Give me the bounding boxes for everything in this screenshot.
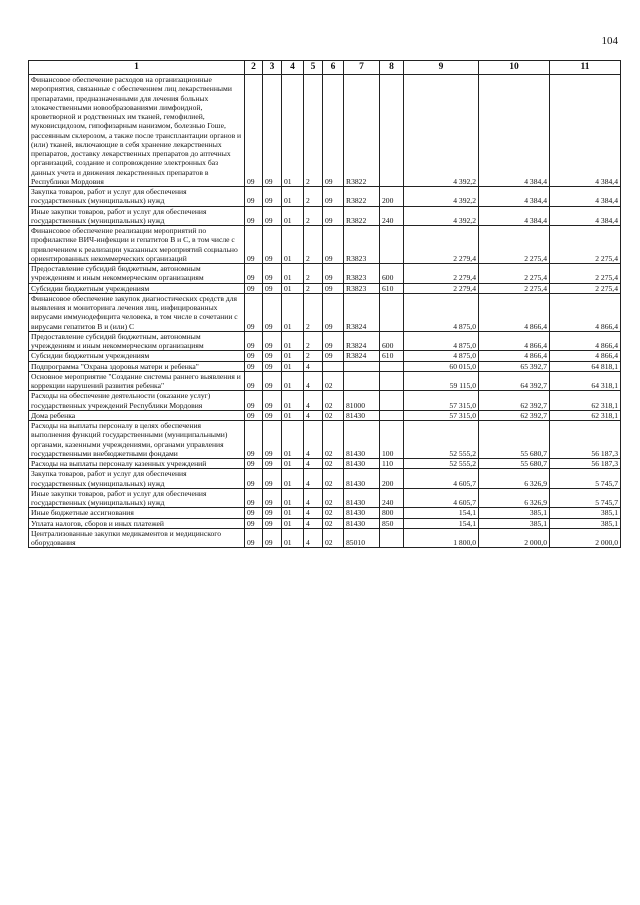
cell-c7: R3824	[344, 331, 380, 351]
cell-c5: 4	[304, 371, 323, 391]
cell-desc: Предоставление субсидий бюджетным, автономным учреждениям и иным некоммерческим организациям	[29, 264, 245, 284]
cell-v9: 4 392,2	[404, 75, 479, 187]
cell-c2: 09	[245, 371, 263, 391]
table-row	[29, 187, 621, 207]
cell-c6: 02	[323, 469, 344, 489]
cell-c5: 4	[304, 459, 323, 469]
cell-v11: 62 318,1	[550, 391, 621, 411]
cell-desc: Расходы на выплаты персоналу казенных учреждений	[29, 459, 245, 469]
cell-c3: 09	[263, 459, 282, 469]
cell-c2: 09	[245, 187, 263, 207]
cell-v9: 59 115,0	[404, 371, 479, 391]
table-row	[29, 518, 621, 528]
cell-c6: 09	[323, 331, 344, 351]
cell-c7: R3823	[344, 264, 380, 284]
cell-c4: 01	[282, 421, 304, 459]
cell-v9: 60 015,0	[404, 361, 479, 371]
cell-c4: 01	[282, 283, 304, 293]
cell-c8: 110	[380, 459, 404, 469]
cell-v9: 4 875,0	[404, 293, 479, 331]
cell-desc: Закупка товаров, работ и услуг для обеспечения государственных (муниципальных) нужд	[29, 187, 245, 207]
cell-v9: 2 279,4	[404, 283, 479, 293]
cell-c3: 09	[263, 283, 282, 293]
cell-v11: 5 745,7	[550, 488, 621, 508]
cell-v11: 56 187,3	[550, 421, 621, 459]
cell-c4: 01	[282, 459, 304, 469]
cell-c5: 4	[304, 361, 323, 371]
cell-v9: 4 392,2	[404, 206, 479, 226]
table-row	[29, 421, 621, 459]
cell-v9: 1 800,0	[404, 528, 479, 548]
cell-c4: 01	[282, 518, 304, 528]
cell-c4: 01	[282, 206, 304, 226]
cell-c4: 01	[282, 488, 304, 508]
cell-v11: 2 000,0	[550, 528, 621, 548]
table-row	[29, 469, 621, 489]
cell-c8: 600	[380, 331, 404, 351]
header-cell: 9	[404, 61, 479, 75]
cell-c5: 2	[304, 206, 323, 226]
cell-c6: 02	[323, 508, 344, 518]
cell-c7	[344, 371, 380, 391]
cell-v10: 2 275,4	[479, 226, 550, 264]
cell-c6: 02	[323, 391, 344, 411]
cell-c3: 09	[263, 226, 282, 264]
cell-v10: 65 392,7	[479, 361, 550, 371]
cell-c8: 610	[380, 283, 404, 293]
cell-c5: 4	[304, 488, 323, 508]
cell-c2: 09	[245, 264, 263, 284]
cell-v9: 4 605,7	[404, 469, 479, 489]
cell-v10: 64 392,7	[479, 371, 550, 391]
cell-c2: 09	[245, 528, 263, 548]
cell-c8: 800	[380, 508, 404, 518]
cell-c3: 09	[263, 469, 282, 489]
cell-v11: 2 275,4	[550, 226, 621, 264]
cell-v9: 154,1	[404, 518, 479, 528]
cell-v10: 2 275,4	[479, 264, 550, 284]
cell-c6: 02	[323, 371, 344, 391]
cell-c6: 09	[323, 226, 344, 264]
cell-c5: 4	[304, 528, 323, 548]
table-row	[29, 361, 621, 371]
header-cell: 5	[304, 61, 323, 75]
cell-desc: Субсидии бюджетным учреждениям	[29, 351, 245, 361]
cell-v11: 2 275,4	[550, 264, 621, 284]
cell-c3: 09	[263, 391, 282, 411]
cell-c6: 09	[323, 264, 344, 284]
cell-c3: 09	[263, 206, 282, 226]
cell-v10: 385,1	[479, 508, 550, 518]
cell-c3: 09	[263, 361, 282, 371]
cell-c2: 09	[245, 331, 263, 351]
table-header-row	[29, 61, 621, 75]
cell-desc: Уплата налогов, сборов и иных платежей	[29, 518, 245, 528]
cell-c8: 200	[380, 469, 404, 489]
table-row	[29, 488, 621, 508]
cell-v10: 4 866,4	[479, 331, 550, 351]
cell-v9: 57 315,0	[404, 391, 479, 411]
cell-c7: 81000	[344, 391, 380, 411]
cell-v9: 2 279,4	[404, 264, 479, 284]
cell-c8: 610	[380, 351, 404, 361]
cell-c5: 2	[304, 187, 323, 207]
table-row	[29, 528, 621, 548]
cell-c8	[380, 293, 404, 331]
cell-c5: 2	[304, 264, 323, 284]
cell-c8	[380, 371, 404, 391]
cell-c2: 09	[245, 206, 263, 226]
cell-c5: 4	[304, 508, 323, 518]
cell-desc: Иные бюджетные ассигнования	[29, 508, 245, 518]
cell-c2: 09	[245, 361, 263, 371]
cell-c7	[344, 361, 380, 371]
header-cell: 6	[323, 61, 344, 75]
cell-v9: 52 555,2	[404, 459, 479, 469]
cell-c5: 4	[304, 469, 323, 489]
cell-desc: Закупка товаров, работ и услуг для обеспечения государственных (муниципальных) нужд	[29, 469, 245, 489]
cell-c7: R3823	[344, 226, 380, 264]
cell-c7: R3822	[344, 75, 380, 187]
cell-c5: 2	[304, 331, 323, 351]
header-cell: 3	[263, 61, 282, 75]
cell-v10: 6 326,9	[479, 488, 550, 508]
cell-v9: 4 392,2	[404, 187, 479, 207]
cell-v10: 6 326,9	[479, 469, 550, 489]
cell-c7: R3824	[344, 293, 380, 331]
cell-c5: 2	[304, 283, 323, 293]
table-row	[29, 264, 621, 284]
cell-c6: 02	[323, 421, 344, 459]
cell-c8: 100	[380, 421, 404, 459]
cell-c7: 81430	[344, 459, 380, 469]
cell-c4: 01	[282, 187, 304, 207]
cell-v9: 154,1	[404, 508, 479, 518]
cell-c2: 09	[245, 410, 263, 420]
cell-v11: 4 866,4	[550, 351, 621, 361]
cell-c2: 09	[245, 421, 263, 459]
cell-c6: 02	[323, 459, 344, 469]
cell-v10: 4 384,4	[479, 187, 550, 207]
cell-c8: 600	[380, 264, 404, 284]
cell-c4: 01	[282, 331, 304, 351]
cell-c3: 09	[263, 528, 282, 548]
cell-c6: 02	[323, 410, 344, 420]
table-row	[29, 351, 621, 361]
cell-v11: 64 318,1	[550, 371, 621, 391]
cell-v10: 4 384,4	[479, 75, 550, 187]
cell-c8: 240	[380, 488, 404, 508]
cell-v11: 4 384,4	[550, 75, 621, 187]
cell-v11: 385,1	[550, 508, 621, 518]
cell-c3: 09	[263, 518, 282, 528]
cell-c6: 09	[323, 293, 344, 331]
cell-c7: R3823	[344, 283, 380, 293]
cell-v10: 55 680,7	[479, 421, 550, 459]
cell-c6: 09	[323, 187, 344, 207]
cell-c4: 01	[282, 410, 304, 420]
cell-v9: 4 875,0	[404, 351, 479, 361]
table-row	[29, 206, 621, 226]
cell-c2: 09	[245, 75, 263, 187]
cell-c4: 01	[282, 528, 304, 548]
cell-c3: 09	[263, 508, 282, 518]
cell-v11: 4 384,4	[550, 206, 621, 226]
header-cell: 2	[245, 61, 263, 75]
cell-desc: Финансовое обеспечение закупок диагностических средств для выявления и мониторинга лечения лиц, инфицированных вирусами иммунодефицита человека, в том числе в сочетании с вирусами гепатитов В и (или) С	[29, 293, 245, 331]
cell-desc: Расходы на выплаты персоналу в целях обеспечения выполнения функций государственными (муниципальными) органами, казенными учреждениями, органами управления государственными внебюджетными фондами	[29, 421, 245, 459]
cell-v11: 56 187,3	[550, 459, 621, 469]
cell-v11: 64 818,1	[550, 361, 621, 371]
cell-desc: Основное мероприятие "Создание системы раннего выявления и коррекции нарушений развития ребенка"	[29, 371, 245, 391]
cell-v10: 385,1	[479, 518, 550, 528]
cell-c6: 02	[323, 488, 344, 508]
header-cell: 4	[282, 61, 304, 75]
cell-c2: 09	[245, 293, 263, 331]
cell-c3: 09	[263, 351, 282, 361]
table-row	[29, 226, 621, 264]
cell-v11: 62 318,1	[550, 410, 621, 420]
cell-v9: 4 605,7	[404, 488, 479, 508]
cell-c8: 850	[380, 518, 404, 528]
cell-v11: 385,1	[550, 518, 621, 528]
cell-v11: 4 866,4	[550, 331, 621, 351]
cell-c4: 01	[282, 508, 304, 518]
cell-c3: 09	[263, 371, 282, 391]
cell-c2: 09	[245, 469, 263, 489]
cell-c2: 09	[245, 508, 263, 518]
budget-table	[28, 60, 621, 548]
cell-c5: 2	[304, 293, 323, 331]
cell-c5: 4	[304, 410, 323, 420]
cell-desc: Финансовое обеспечение расходов на организационные мероприятия, связанные с обеспечением лиц лекарственными препаратами, предназначенными для лечения больных злокачественными новообразованиями лимфоидной, кроветворной и родственных им тканей, гемофилией, муковисцидозом, гипофизарным нанизмом, болезнью Гоше, рассеянным склерозом, а также после трансплантации органов и (или) тканей, включающие в себя хранение лекарственных препаратов, доставку лекарственных препаратов до аптечных организаций, создание и сопровождение электронных баз данных учета и движения лекарственных препаратов в Республики Мордовия	[29, 75, 245, 187]
cell-c5: 4	[304, 391, 323, 411]
cell-c6: 09	[323, 283, 344, 293]
cell-c2: 09	[245, 351, 263, 361]
cell-desc: Иные закупки товаров, работ и услуг для обеспечения государственных (муниципальных) нужд	[29, 488, 245, 508]
cell-c3: 09	[263, 331, 282, 351]
cell-c8: 200	[380, 187, 404, 207]
header-cell: 7	[344, 61, 380, 75]
cell-v11: 5 745,7	[550, 469, 621, 489]
cell-c2: 09	[245, 459, 263, 469]
cell-desc: Субсидии бюджетным учреждениям	[29, 283, 245, 293]
cell-v10: 4 384,4	[479, 206, 550, 226]
cell-v10: 55 680,7	[479, 459, 550, 469]
cell-c5: 2	[304, 226, 323, 264]
cell-c6: 02	[323, 518, 344, 528]
cell-desc: Подпрограмма "Охрана здоровья матери и ребенка"	[29, 361, 245, 371]
table-row	[29, 293, 621, 331]
cell-c3: 09	[263, 488, 282, 508]
cell-v10: 2 275,4	[479, 283, 550, 293]
cell-c3: 09	[263, 75, 282, 187]
cell-c4: 01	[282, 226, 304, 264]
cell-c8	[380, 75, 404, 187]
cell-c4: 01	[282, 75, 304, 187]
cell-c4: 01	[282, 264, 304, 284]
cell-c7: 81430	[344, 410, 380, 420]
cell-c2: 09	[245, 226, 263, 264]
cell-c7: 81430	[344, 421, 380, 459]
cell-c6: 09	[323, 75, 344, 187]
cell-c7: 81430	[344, 518, 380, 528]
cell-c7: R3822	[344, 206, 380, 226]
table-row	[29, 75, 621, 187]
cell-desc: Финансовое обеспечение реализации мероприятий по профилактике ВИЧ-инфекции и гепатитов В и С, в том числе с привлечением к реализации указанных мероприятий социально ориентированных некоммерческих организаций	[29, 226, 245, 264]
table-row	[29, 371, 621, 391]
cell-v10: 4 866,4	[479, 293, 550, 331]
table-row	[29, 508, 621, 518]
cell-v10: 62 392,7	[479, 410, 550, 420]
cell-c7: 81430	[344, 469, 380, 489]
cell-c3: 09	[263, 421, 282, 459]
page-number: 104	[601, 35, 618, 47]
cell-c8	[380, 226, 404, 264]
cell-c4: 01	[282, 361, 304, 371]
header-cell: 1	[29, 61, 245, 75]
cell-c8	[380, 391, 404, 411]
cell-v11: 4 866,4	[550, 293, 621, 331]
cell-c4: 01	[282, 293, 304, 331]
cell-c5: 2	[304, 75, 323, 187]
cell-desc: Централизованные закупки медикаментов и медицинского оборудования	[29, 528, 245, 548]
cell-c4: 01	[282, 371, 304, 391]
cell-c2: 09	[245, 283, 263, 293]
cell-c3: 09	[263, 293, 282, 331]
header-cell: 8	[380, 61, 404, 75]
cell-c3: 09	[263, 187, 282, 207]
cell-v11: 2 275,4	[550, 283, 621, 293]
cell-c6	[323, 361, 344, 371]
table-row	[29, 391, 621, 411]
cell-c5: 4	[304, 518, 323, 528]
cell-c4: 01	[282, 391, 304, 411]
cell-c5: 4	[304, 421, 323, 459]
table-row	[29, 283, 621, 293]
cell-c7: 85010	[344, 528, 380, 548]
cell-desc: Расходы на обеспечение деятельности (оказание услуг) государственных учреждений Республики Мордовия	[29, 391, 245, 411]
header-cell: 11	[550, 61, 621, 75]
cell-desc: Иные закупки товаров, работ и услуг для обеспечения государственных (муниципальных) нужд	[29, 206, 245, 226]
cell-c4: 01	[282, 469, 304, 489]
cell-c7: R3824	[344, 351, 380, 361]
cell-c4: 01	[282, 351, 304, 361]
cell-c8	[380, 361, 404, 371]
table-body	[29, 75, 621, 548]
cell-v9: 52 555,2	[404, 421, 479, 459]
cell-c8: 240	[380, 206, 404, 226]
cell-c8	[380, 528, 404, 548]
cell-c5: 2	[304, 351, 323, 361]
cell-c3: 09	[263, 264, 282, 284]
cell-c6: 09	[323, 206, 344, 226]
cell-v11: 4 384,4	[550, 187, 621, 207]
table-row	[29, 410, 621, 420]
header-cell: 10	[479, 61, 550, 75]
cell-c7: 81430	[344, 488, 380, 508]
cell-v10: 2 000,0	[479, 528, 550, 548]
cell-desc: Предоставление субсидий бюджетным, автономным учреждениям и иным некоммерческим организациям	[29, 331, 245, 351]
cell-c2: 09	[245, 518, 263, 528]
cell-v9: 57 315,0	[404, 410, 479, 420]
cell-v10: 62 392,7	[479, 391, 550, 411]
cell-c6: 09	[323, 351, 344, 361]
cell-c7: 81430	[344, 508, 380, 518]
cell-v9: 2 279,4	[404, 226, 479, 264]
cell-c6: 02	[323, 528, 344, 548]
cell-c2: 09	[245, 488, 263, 508]
cell-c3: 09	[263, 410, 282, 420]
cell-desc: Дома ребенка	[29, 410, 245, 420]
cell-v9: 4 875,0	[404, 331, 479, 351]
cell-c7: R3822	[344, 187, 380, 207]
cell-c2: 09	[245, 391, 263, 411]
cell-c8	[380, 410, 404, 420]
table-row	[29, 459, 621, 469]
cell-v10: 4 866,4	[479, 351, 550, 361]
table-row	[29, 331, 621, 351]
